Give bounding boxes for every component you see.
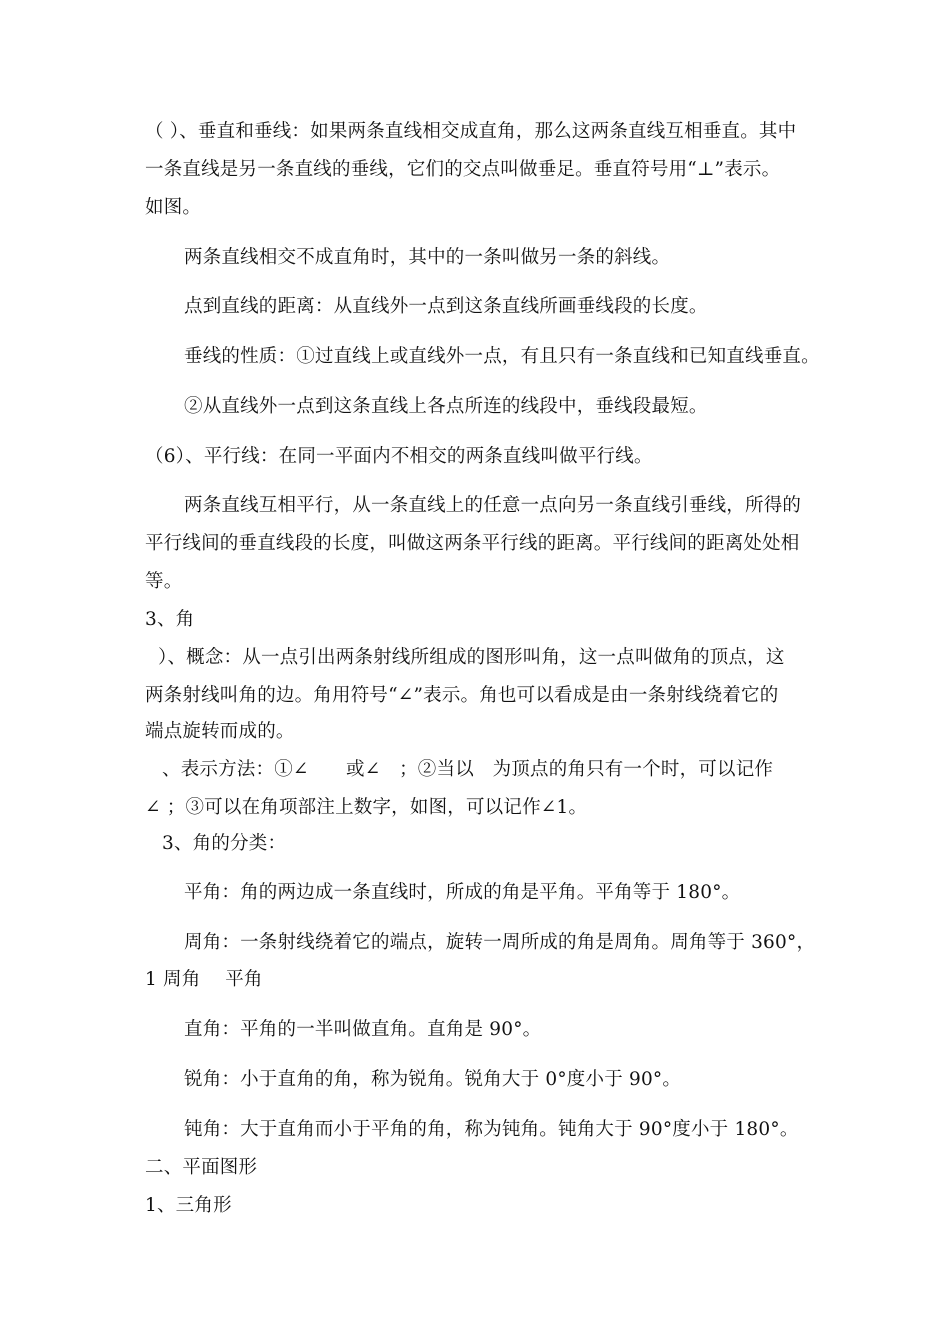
text-line: 两条射线叫角的边。角用符号“∠”表示。角也可以看成是由一条射线绕着它的 bbox=[145, 685, 779, 706]
text-line: 一条直线是另一条直线的垂线，它们的交点叫做垂足。垂直符号用“⊥”表示。 bbox=[145, 159, 781, 180]
text-line: 锐角：小于直角的角，称为锐角。锐角大于 0°度小于 90°。 bbox=[184, 1069, 682, 1090]
section-heading: 3、角的分类： bbox=[162, 833, 287, 854]
text-line: 点到直线的距离：从直线外一点到这条直线所画垂线段的长度。 bbox=[184, 296, 708, 317]
text-line: （6）、平行线：在同一平面内不相交的两条直线叫做平行线。 bbox=[145, 446, 653, 467]
text-line: 端点旋转而成的。 bbox=[145, 721, 295, 742]
text-line: 如图。 bbox=[145, 197, 202, 218]
text-line: 1 周角 平角 bbox=[145, 969, 263, 990]
text-line: 钝角：大于直角而小于平角的角，称为钝角。钝角大于 90°度小于 180°。 bbox=[184, 1119, 799, 1140]
text-line: （ ）、垂直和垂线：如果两条直线相交成直角，那么这两条直线互相垂直。其中 bbox=[145, 121, 797, 142]
text-line: 两条直线相交不成直角时，其中的一条叫做另一条的斜线。 bbox=[184, 247, 671, 268]
text-line: 平行线间的垂直线段的长度，叫做这两条平行线的距离。平行线间的距离处处相 bbox=[145, 533, 800, 554]
text-line: ②从直线外一点到这条直线上各点所连的线段中，垂线段最短。 bbox=[184, 396, 708, 417]
text-line: 、表示方法：①∠ 或∠ ；②当以 为顶点的角只有一个时，可以记作 bbox=[162, 759, 774, 780]
text-line: 周角：一条射线绕着它的端点，旋转一周所成的角是周角。周角等于 360°， bbox=[184, 932, 816, 953]
text-line: 垂线的性质：①过直线上或直线外一点，有且只有一条直线和已知直线垂直。 bbox=[184, 346, 820, 367]
text-line: 两条直线互相平行，从一条直线上的任意一点向另一条直线引垂线，所得的 bbox=[184, 495, 802, 516]
section-heading: 二、平面图形 bbox=[145, 1157, 258, 1178]
text-line: 等。 bbox=[145, 571, 183, 592]
section-heading: 1、三角形 bbox=[145, 1195, 232, 1216]
section-heading: 3、角 bbox=[145, 609, 195, 630]
text-line: 平角：角的两边成一条直线时，所成的角是平角。平角等于 180°。 bbox=[184, 882, 741, 903]
text-line: ）、概念：从一点引出两条射线所组成的图形叫角，这一点叫做角的顶点，这 bbox=[158, 647, 785, 668]
text-line: ∠ ；③可以在角项部注上数字，如图，可以记作∠1。 bbox=[145, 797, 588, 818]
text-line: 直角：平角的一半叫做直角。直角是 90°。 bbox=[184, 1019, 542, 1040]
